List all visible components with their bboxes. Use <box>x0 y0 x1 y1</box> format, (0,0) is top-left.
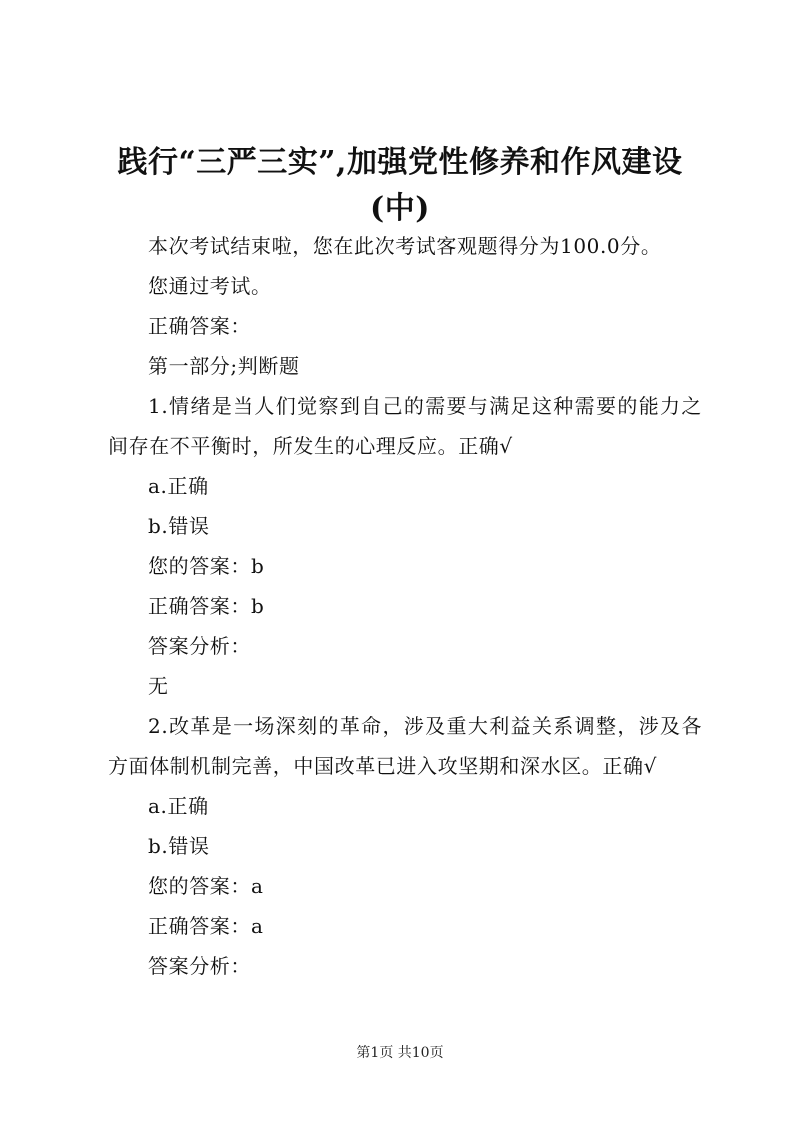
question-1-option-a: a.正确 <box>148 474 209 498</box>
question-1-correct-answer: 正确答案：b <box>148 594 265 618</box>
question-1-your-answer: 您的答案：b <box>148 554 265 578</box>
paragraph-score: 本次考试结束啦，您在此次考试客观题得分为100.0分。 <box>148 234 662 258</box>
document-title: 践行“三严三实”,加强党性修养和作风建设(中) <box>117 145 683 226</box>
paragraph-section-heading: 第一部分;判断题 <box>148 354 300 378</box>
question-2-option-b: b.错误 <box>148 834 210 858</box>
question-2-correct-answer: 正确答案：a <box>148 914 264 938</box>
question-1-analysis-label: 答案分析： <box>148 634 251 658</box>
page-number-label: 第1页 共10页 <box>356 1045 444 1061</box>
question-1-option-b: b.错误 <box>148 514 210 538</box>
question-2-analysis-label: 答案分析： <box>148 954 251 978</box>
question-2-your-answer: 您的答案：a <box>148 874 264 898</box>
paragraph-correct-answers-heading: 正确答案： <box>148 314 251 338</box>
question-1-analysis: 无 <box>148 674 169 698</box>
question-2-text: 2.改革是一场深刻的革命，涉及重大利益关系调整，涉及各方面体制机制完善，中国改革已进入攻坚期和深水区。正确√ <box>108 714 702 778</box>
document-body <box>108 226 702 986</box>
paragraph-pass: 您通过考试。 <box>148 274 272 298</box>
question-1-text: 1.情绪是当人们觉察到自己的需要与满足这种需要的能力之间存在不平衡时，所发生的心理反应。正确√ <box>108 394 702 458</box>
question-2-option-a: a.正确 <box>148 794 209 818</box>
page-footer <box>0 1043 800 1063</box>
